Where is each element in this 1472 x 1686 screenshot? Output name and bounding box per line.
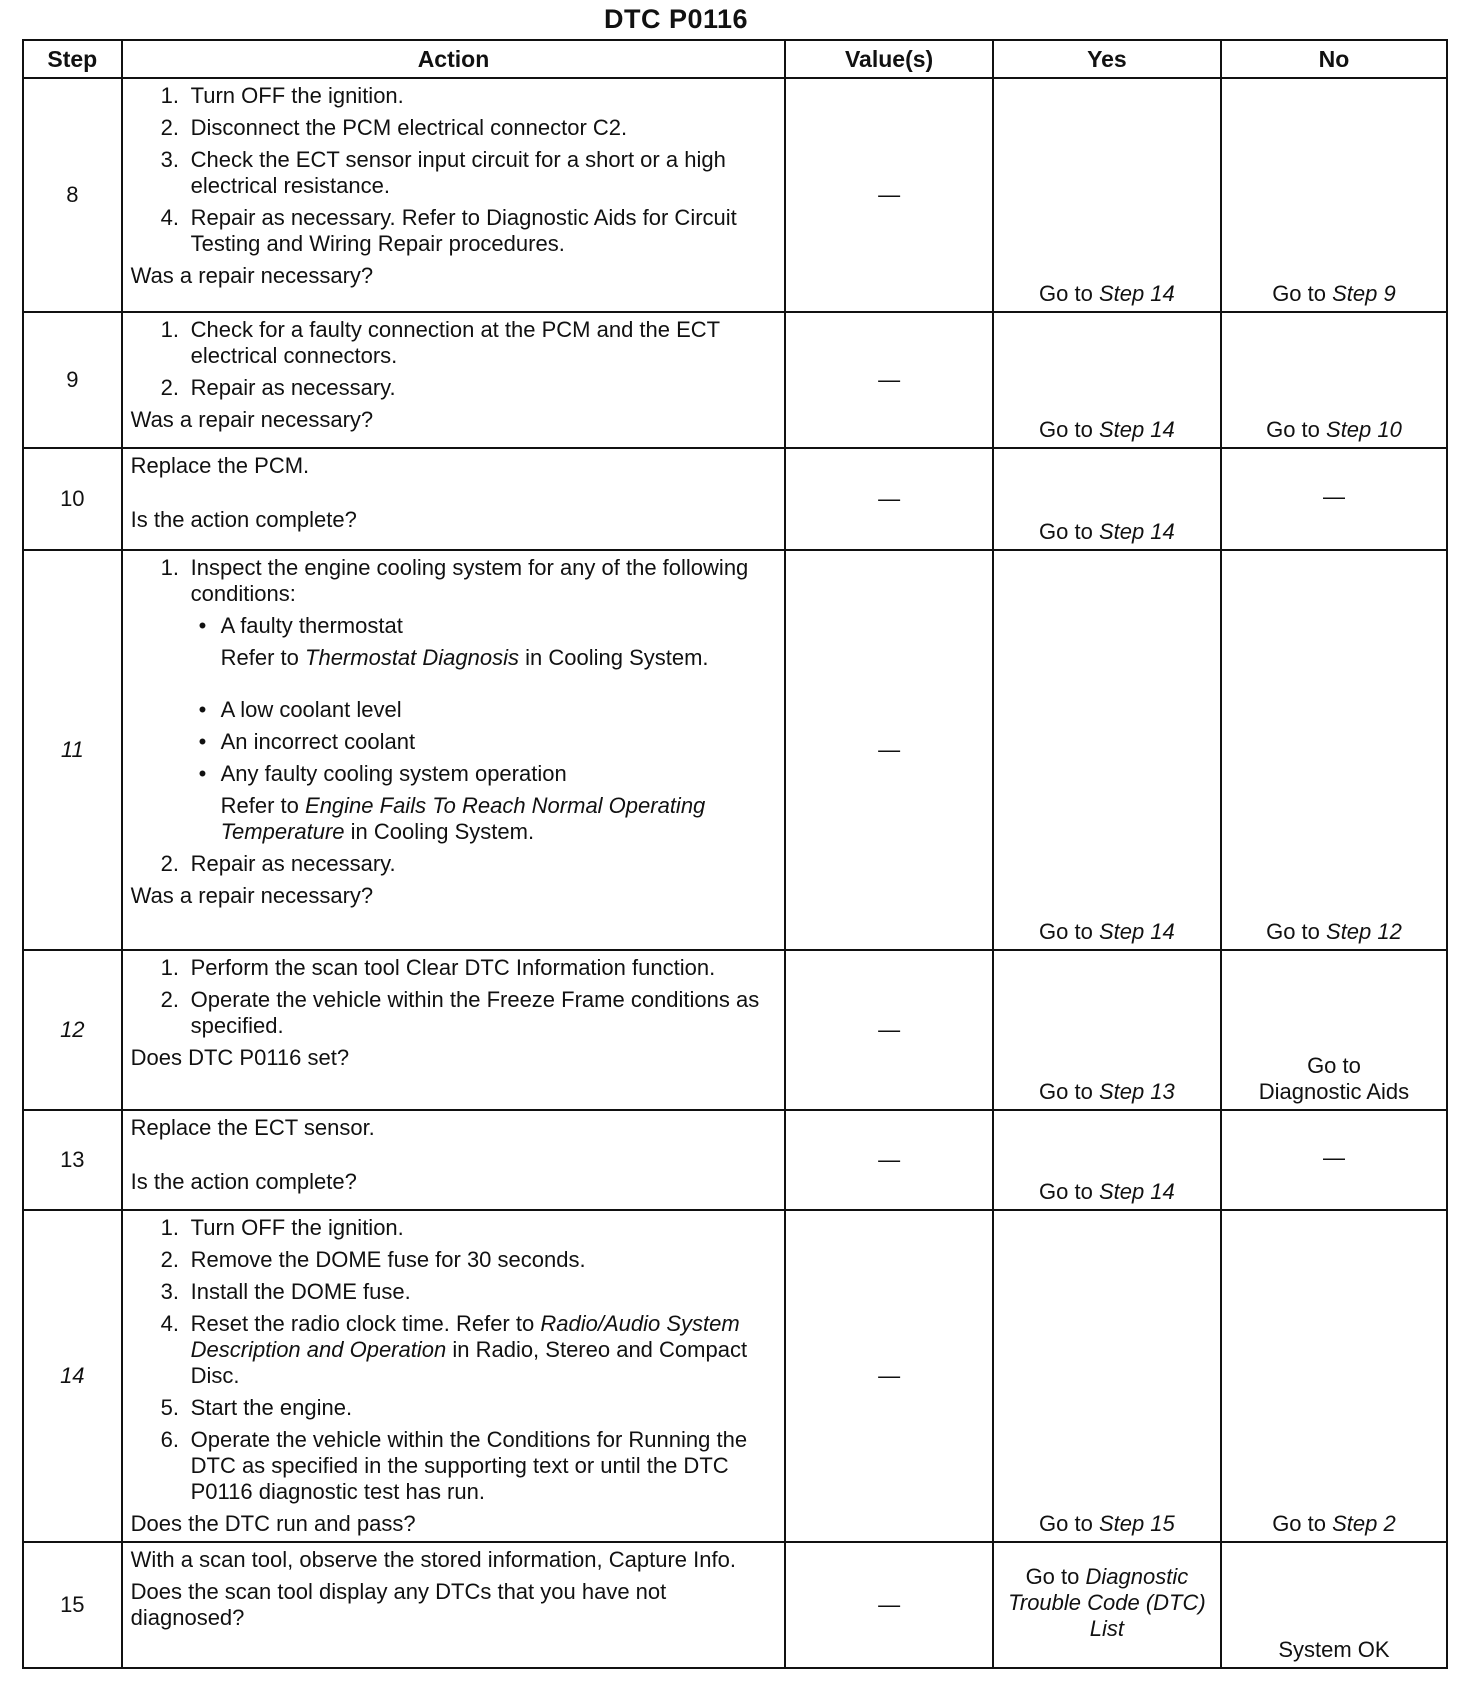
diagnostic-aids-link[interactable]: Diagnostic Aids bbox=[1258, 1079, 1410, 1104]
action-question: Is the action complete? bbox=[130, 507, 357, 532]
table-row bbox=[23, 78, 1447, 312]
bullet-item: • An incorrect coolant bbox=[191, 729, 777, 755]
action-text: Replace the ECT sensor. bbox=[130, 1115, 375, 1140]
no-step-link[interactable]: Step 9 bbox=[1332, 281, 1396, 306]
header-yes: Yes bbox=[993, 40, 1221, 78]
value-cell: — bbox=[785, 1210, 993, 1542]
no-step-link[interactable]: Step 12 bbox=[1326, 919, 1402, 944]
yes-prefix: Go to bbox=[1039, 1079, 1093, 1104]
action-item: Install the DOME fuse. bbox=[190, 1279, 411, 1304]
action-question: Was a repair necessary? bbox=[130, 263, 374, 288]
yes-cell bbox=[993, 78, 1221, 312]
no-prefix: Go to bbox=[1272, 281, 1326, 306]
bullet-item: • A low coolant level bbox=[191, 697, 777, 723]
refer-prefix: Refer to bbox=[220, 645, 299, 670]
no-step-link[interactable]: Step 10 bbox=[1326, 417, 1402, 442]
no-cell: — bbox=[1221, 448, 1447, 550]
action-item: Check for a faulty connection at the PCM and the ECT electrical connectors. bbox=[190, 317, 720, 368]
action-item-text: Reset the radio clock time. Refer to bbox=[190, 1311, 535, 1336]
table-row bbox=[23, 950, 1447, 1110]
header-step: Step bbox=[23, 40, 122, 78]
yes-prefix: Go to bbox=[1039, 1511, 1093, 1536]
action-item: Check the ECT sensor input circuit for a short or a high electrical resistance. bbox=[190, 147, 726, 198]
dtc-table bbox=[22, 39, 1448, 1669]
no-cell: System OK bbox=[1221, 1542, 1447, 1668]
engine-fails-link[interactable]: Engine Fails To Reach Normal Operating Temperature bbox=[220, 793, 706, 844]
action-item: Turn OFF the ignition. bbox=[190, 83, 404, 108]
action-cell bbox=[122, 312, 786, 448]
no-prefix: Go to bbox=[1266, 919, 1320, 944]
action-cell bbox=[122, 78, 786, 312]
yes-step-link[interactable]: Step 14 bbox=[1098, 417, 1175, 442]
action-text: Replace the PCM. bbox=[130, 453, 310, 478]
yes-step-link[interactable]: Step 14 bbox=[1098, 281, 1175, 306]
no-cell bbox=[1221, 550, 1447, 950]
no-step-link[interactable]: Step 2 bbox=[1332, 1511, 1396, 1536]
refer-note bbox=[191, 645, 777, 671]
no-cell: — bbox=[1221, 1110, 1447, 1210]
yes-cell bbox=[993, 448, 1221, 550]
header-values: Value(s) bbox=[785, 40, 993, 78]
value-cell: — bbox=[785, 78, 993, 312]
table-row bbox=[23, 550, 1447, 950]
value-cell: — bbox=[785, 1110, 993, 1210]
no-cell bbox=[1221, 950, 1447, 1110]
action-question: Is the action complete? bbox=[130, 1169, 357, 1194]
refer-note bbox=[191, 793, 777, 845]
yes-cell bbox=[993, 1210, 1221, 1542]
table-row bbox=[23, 1542, 1447, 1668]
yes-step-link[interactable]: Step 14 bbox=[1098, 519, 1175, 544]
table-row bbox=[23, 1110, 1447, 1210]
action-cell bbox=[122, 950, 786, 1110]
step-number: 8 bbox=[23, 78, 122, 312]
action-text: With a scan tool, observe the stored information, Capture Info. bbox=[130, 1547, 736, 1572]
action-item: Perform the scan tool Clear DTC Information function. bbox=[190, 955, 716, 980]
step-number: 12 bbox=[23, 950, 122, 1110]
no-prefix: Go to bbox=[1266, 417, 1320, 442]
yes-prefix: Go to bbox=[1039, 417, 1093, 442]
yes-prefix: Go to bbox=[1039, 1179, 1093, 1204]
page-title: DTC P0116 bbox=[603, 4, 749, 34]
bullet-item: • A faulty thermostat bbox=[191, 613, 777, 639]
action-question: Does the DTC run and pass? bbox=[130, 1511, 416, 1536]
action-item: Operate the vehicle within the Freeze Frame conditions as specified. bbox=[190, 987, 760, 1038]
action-question: Was a repair necessary? bbox=[130, 883, 374, 908]
action-cell bbox=[122, 1542, 786, 1668]
yes-prefix: Go to bbox=[1039, 919, 1093, 944]
table-row bbox=[23, 312, 1447, 448]
yes-prefix: Go to bbox=[1025, 1564, 1080, 1589]
action-cell bbox=[122, 1210, 786, 1542]
action-question: Does DTC P0116 set? bbox=[130, 1045, 350, 1070]
yes-prefix: Go to bbox=[1039, 281, 1093, 306]
yes-cell bbox=[993, 550, 1221, 950]
action-item: Start the engine. bbox=[190, 1395, 353, 1420]
step-number: 13 bbox=[23, 1110, 122, 1210]
action-item: Repair as necessary. bbox=[190, 375, 396, 400]
action-item: Operate the vehicle within the Conditions for Running the DTC as specified in the supporting text or until the DTC P0116 diagnostic test has run. bbox=[190, 1427, 748, 1504]
action-item bbox=[161, 1311, 777, 1389]
refer-prefix: Refer to bbox=[220, 793, 299, 818]
no-cell bbox=[1221, 312, 1447, 448]
table-row bbox=[23, 448, 1447, 550]
yes-cell bbox=[993, 1542, 1221, 1668]
yes-cell bbox=[993, 312, 1221, 448]
value-cell: — bbox=[785, 950, 993, 1110]
yes-step-link[interactable]: Step 14 bbox=[1098, 919, 1175, 944]
step-number: 10 bbox=[23, 448, 122, 550]
action-item-text: Inspect the engine cooling system for any of the following conditions: bbox=[190, 555, 749, 606]
value-cell: — bbox=[785, 312, 993, 448]
header-no: No bbox=[1221, 40, 1447, 78]
table-row bbox=[23, 1210, 1447, 1542]
value-cell: — bbox=[785, 448, 993, 550]
step-number: 11 bbox=[23, 550, 122, 950]
header-row bbox=[23, 40, 1447, 78]
action-item: Remove the DOME fuse for 30 seconds. bbox=[190, 1247, 586, 1272]
bullet-item: • Any faulty cooling system operation bbox=[191, 761, 777, 787]
refer-suffix: in Cooling System. bbox=[525, 645, 709, 670]
yes-prefix: Go to bbox=[1039, 519, 1093, 544]
action-item bbox=[161, 555, 777, 845]
action-question: Was a repair necessary? bbox=[130, 407, 374, 432]
yes-cell bbox=[993, 1110, 1221, 1210]
action-item: Disconnect the PCM electrical connector C2. bbox=[190, 115, 628, 140]
action-item: Turn OFF the ignition. bbox=[190, 1215, 404, 1240]
action-item-suffix: in Radio, Stereo and Compact Disc. bbox=[190, 1337, 748, 1388]
no-prefix: Go to bbox=[1272, 1511, 1326, 1536]
yes-step-link[interactable]: Step 15 bbox=[1098, 1511, 1175, 1536]
action-cell bbox=[122, 448, 786, 550]
no-cell bbox=[1221, 78, 1447, 312]
no-prefix: Go to bbox=[1307, 1053, 1361, 1078]
yes-cell bbox=[993, 950, 1221, 1110]
header-action: Action bbox=[122, 40, 786, 78]
refer-suffix: in Cooling System. bbox=[350, 819, 535, 844]
yes-step-link[interactable]: Step 14 bbox=[1098, 1179, 1175, 1204]
thermostat-diagnosis-link[interactable]: Thermostat Diagnosis bbox=[305, 645, 519, 670]
value-cell: — bbox=[785, 550, 993, 950]
action-item: Repair as necessary. Refer to Diagnostic Aids for Circuit Testing and Wiring Repair procedures. bbox=[190, 205, 737, 256]
step-number: 15 bbox=[23, 1542, 122, 1668]
yes-step-link[interactable]: Step 13 bbox=[1098, 1079, 1175, 1104]
no-cell bbox=[1221, 1210, 1447, 1542]
action-cell bbox=[122, 1110, 786, 1210]
step-number: 14 bbox=[23, 1210, 122, 1542]
action-item: Repair as necessary. bbox=[190, 851, 396, 876]
dtc-list-link[interactable]: Diagnostic Trouble Code (DTC) List bbox=[1008, 1564, 1206, 1641]
action-question: Does the scan tool display any DTCs that you have not diagnosed? bbox=[130, 1579, 667, 1630]
step-number: 9 bbox=[23, 312, 122, 448]
action-cell bbox=[122, 550, 786, 950]
radio-audio-link[interactable]: Radio/Audio System Description and Operation bbox=[190, 1311, 740, 1362]
value-cell: — bbox=[785, 1542, 993, 1668]
